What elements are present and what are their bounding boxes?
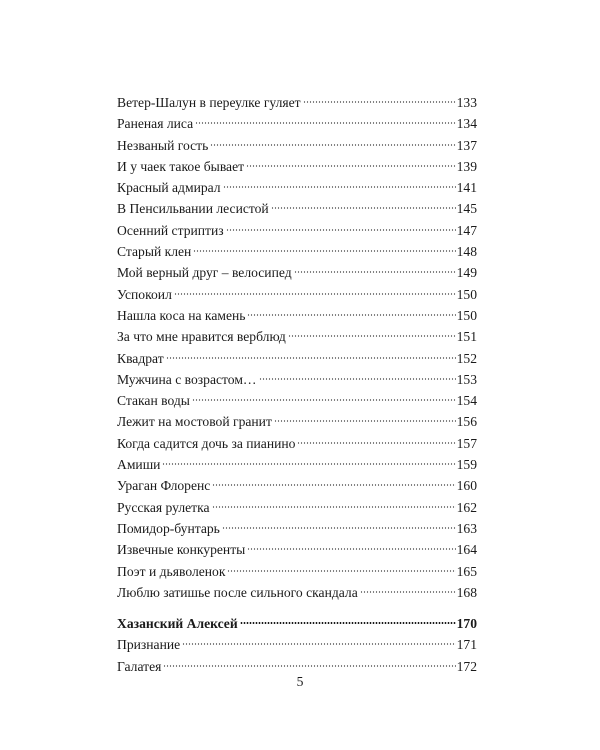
toc-entry-page: 165 (456, 563, 477, 579)
toc-entry-page: 162 (456, 499, 477, 515)
dot-leader (360, 590, 456, 594)
toc-entry-page: 139 (456, 158, 477, 174)
dot-leader (303, 100, 456, 104)
toc-entry (117, 539, 477, 560)
dot-leader (223, 185, 456, 189)
dot-leader (247, 313, 455, 317)
dot-leader (162, 462, 455, 466)
toc-entry-page: 151 (456, 329, 477, 345)
toc-entry-page: 157 (456, 435, 477, 451)
dot-leader (195, 121, 455, 125)
toc-entry-title: В Пенсильвании лесистой (117, 201, 269, 217)
toc-author-title: Хазанский Алексей (117, 616, 238, 632)
table-of-contents (117, 92, 477, 677)
toc-author-entries-list (117, 634, 477, 677)
toc-entry (117, 113, 477, 134)
toc-author-row (117, 613, 477, 634)
dot-leader (222, 526, 456, 530)
toc-entry-title: Признание (117, 637, 181, 653)
toc-entry-page: 134 (456, 116, 477, 132)
toc-entry-page: 171 (456, 637, 477, 653)
toc-entry-page: 145 (456, 201, 477, 217)
toc-entry (117, 475, 477, 496)
toc-entry-title: Успокоил (117, 286, 172, 302)
toc-entry (117, 411, 477, 432)
dot-leader (274, 419, 456, 423)
toc-entry-page: 160 (456, 478, 477, 494)
dot-leader (210, 143, 455, 147)
dot-leader (246, 164, 456, 168)
toc-entry (117, 177, 477, 198)
dot-leader (212, 483, 455, 487)
dot-leader (226, 228, 456, 232)
toc-entry-page: 150 (456, 286, 477, 302)
toc-entry (117, 262, 477, 283)
toc-entry-title: Раненая лиса (117, 116, 194, 132)
toc-entry-title: За что мне нравится верблюд (117, 329, 286, 345)
toc-entry-title: Нашла коса на камень (117, 307, 246, 323)
toc-entry-title: Мужчина с возрастом… (117, 371, 257, 387)
toc-entry (117, 135, 477, 156)
dot-leader (247, 547, 455, 551)
toc-entry-title: Мой верный друг – велосипед (117, 265, 292, 281)
toc-entry-title: Старый клен (117, 244, 192, 260)
toc-entry (117, 582, 477, 603)
toc-entry-title: Поэт и дьяволенок (117, 563, 226, 579)
dot-leader (227, 569, 455, 573)
dot-leader (174, 292, 456, 296)
toc-entry-page: 168 (456, 584, 477, 600)
dot-leader (240, 621, 456, 625)
toc-entry-title: Незваный гость (117, 137, 209, 153)
toc-entry (117, 634, 477, 655)
toc-entry-title: Галатея (117, 658, 162, 674)
toc-entry (117, 241, 477, 262)
toc-entry-title: Люблю затишье после сильного скандала (117, 584, 358, 600)
dot-leader (259, 377, 456, 381)
toc-entry-page: 156 (456, 414, 477, 430)
dot-leader (166, 356, 456, 360)
dot-leader (163, 664, 455, 668)
toc-entry-title: Извечные конкуренты (117, 542, 246, 558)
toc-entry-title: Помидор-бунтарь (117, 520, 220, 536)
toc-entry-title: Осенний стриптиз (117, 222, 224, 238)
toc-entry-page: 137 (456, 137, 477, 153)
toc-entry-title: Красный адмирал (117, 180, 221, 196)
toc-entry-title: Когда садится дочь за пианино (117, 435, 296, 451)
toc-entry (117, 284, 477, 305)
dot-leader (192, 398, 456, 402)
toc-entry-page: 150 (456, 307, 477, 323)
toc-entry-title: И у чаек такое бывает (117, 158, 245, 174)
toc-entry (117, 369, 477, 390)
dot-leader (271, 206, 456, 210)
dot-leader (297, 441, 455, 445)
dot-leader (182, 642, 455, 646)
toc-entry (117, 326, 477, 347)
toc-entry-page: 148 (456, 244, 477, 260)
toc-entry-page: 172 (456, 658, 477, 674)
toc-entry-title: Ветер-Шалун в переулке гуляет (117, 95, 301, 110)
toc-entry (117, 156, 477, 177)
toc-entry-page: 163 (456, 520, 477, 536)
toc-entry-page: 133 (456, 95, 477, 110)
toc-entry-title: Ураган Флоренс (117, 478, 211, 494)
toc-entry-title: Амиши (117, 457, 161, 473)
dot-leader (193, 249, 455, 253)
toc-entry-page: 153 (456, 371, 477, 387)
toc-author-page: 170 (456, 616, 477, 632)
toc-entry-page: 141 (456, 180, 477, 196)
toc-entry (117, 518, 477, 539)
dot-leader (294, 270, 456, 274)
toc-entry (117, 198, 477, 219)
toc-entry (117, 561, 477, 582)
toc-entry-title: Лежит на мостовой гранит (117, 414, 272, 430)
toc-entry-page: 152 (456, 350, 477, 366)
toc-entry-page: 154 (456, 393, 477, 409)
toc-entry (117, 433, 477, 454)
dot-leader (288, 334, 456, 338)
toc-entry (117, 454, 477, 475)
toc-entry (117, 390, 477, 411)
toc-entry (117, 92, 477, 113)
toc-entry-title: Русская рулетка (117, 499, 210, 515)
toc-entry (117, 348, 477, 369)
dot-leader (212, 505, 456, 509)
toc-entries-list (117, 92, 477, 603)
toc-entry (117, 220, 477, 241)
toc-entry (117, 497, 477, 518)
toc-entry-title: Стакан воды (117, 393, 190, 409)
toc-entry-page: 164 (456, 542, 477, 558)
toc-entry-page: 159 (456, 457, 477, 473)
toc-entry-title: Квадрат (117, 350, 164, 366)
toc-entry-page: 149 (456, 265, 477, 281)
toc-entry (117, 305, 477, 326)
page-number: 5 (296, 674, 304, 689)
toc-entry-page: 147 (456, 222, 477, 238)
